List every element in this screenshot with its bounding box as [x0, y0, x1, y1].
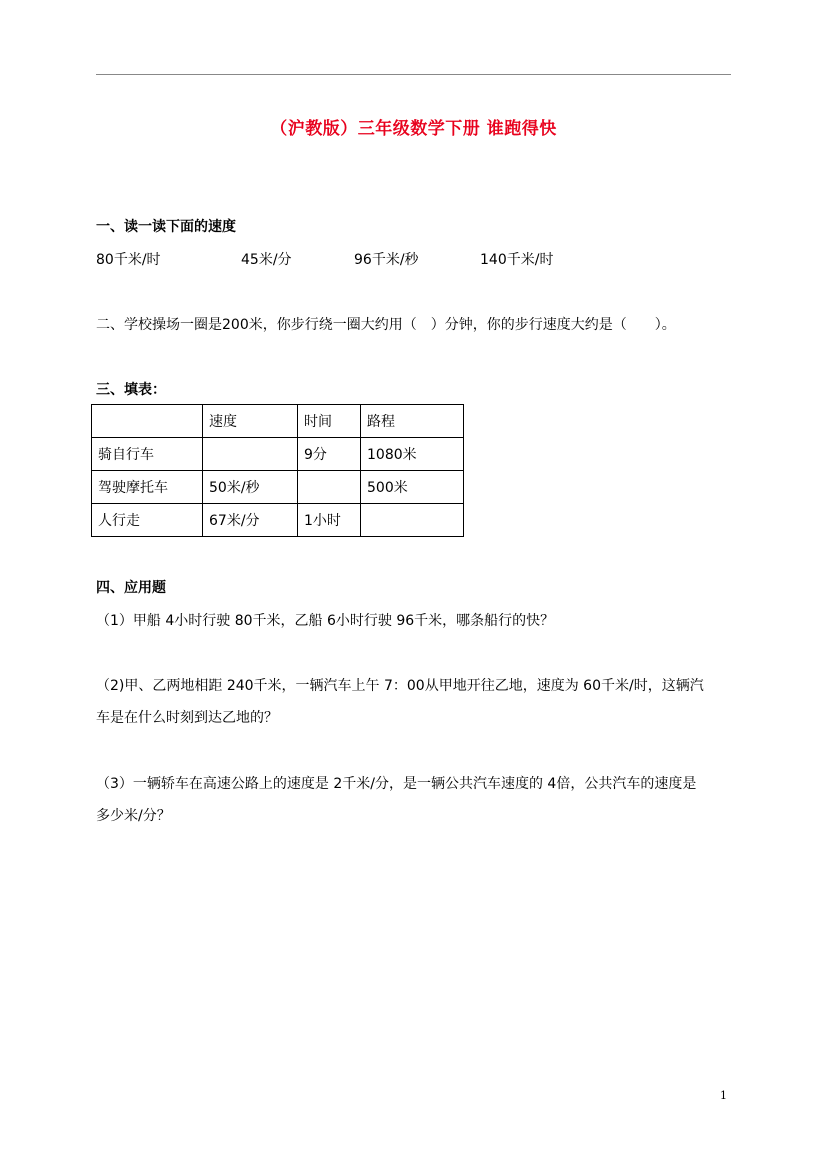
table-cell: 500米 — [361, 471, 464, 504]
table-cell — [298, 471, 361, 504]
fill-table — [91, 404, 464, 537]
table-cell: 1080米 — [361, 438, 464, 471]
table-cell: 9分 — [298, 438, 361, 471]
section4-heading: 四、应用题 — [96, 580, 166, 596]
table-header-cell: 路程 — [361, 405, 464, 438]
table-cell: 驾驶摩托车 — [92, 471, 203, 504]
section2-question: 二、学校操场一圈是200米，你步行绕一圈大约用（ ）分钟，你的步行速度大约是（ ）。 — [96, 317, 676, 333]
header-rule — [96, 74, 731, 75]
table-cell: 67米/分 — [203, 504, 298, 537]
speed-item: 45米/分 — [241, 252, 292, 268]
question-1: （1）甲船 4小时行驶 80千米，乙船 6小时行驶 96千米，哪条船行的快？ — [96, 613, 555, 629]
section3-heading: 三、填表： — [96, 382, 166, 398]
table-row — [92, 438, 464, 471]
table-row — [92, 471, 464, 504]
table-cell: 50米/秒 — [203, 471, 298, 504]
page-number: 1 — [720, 1089, 727, 1102]
speed-item: 80千米/时 — [96, 252, 161, 268]
speed-item: 96千米/秒 — [354, 252, 419, 268]
table-cell — [361, 504, 464, 537]
table-header-cell — [92, 405, 203, 438]
question-3-line1: （3）一辆轿车在高速公路上的速度是 2千米/分，是一辆公共汽车速度的 4倍，公共汽车的速度是 — [96, 776, 697, 792]
table-cell: 人行走 — [92, 504, 203, 537]
section1-heading: 一、读一读下面的速度 — [96, 219, 236, 235]
table-row — [92, 504, 464, 537]
question-2-line1: （2)甲、乙两地相距 240千米，一辆汽车上午 7：00从甲地开往乙地，速度为 60千米/时，这辆汽 — [96, 678, 704, 694]
table-cell: 1小时 — [298, 504, 361, 537]
page-title: （沪教版）三年级数学下册 谁跑得快 — [270, 119, 557, 139]
question-3-line2: 多少米/分？ — [96, 808, 171, 824]
speed-item: 140千米/时 — [480, 252, 554, 268]
table-header-row — [92, 405, 464, 438]
question-2-line2: 车是在什么时刻到达乙地的？ — [96, 710, 278, 726]
table-header-cell: 时间 — [298, 405, 361, 438]
table-cell: 骑自行车 — [92, 438, 203, 471]
table-cell — [203, 438, 298, 471]
table-header-cell: 速度 — [203, 405, 298, 438]
